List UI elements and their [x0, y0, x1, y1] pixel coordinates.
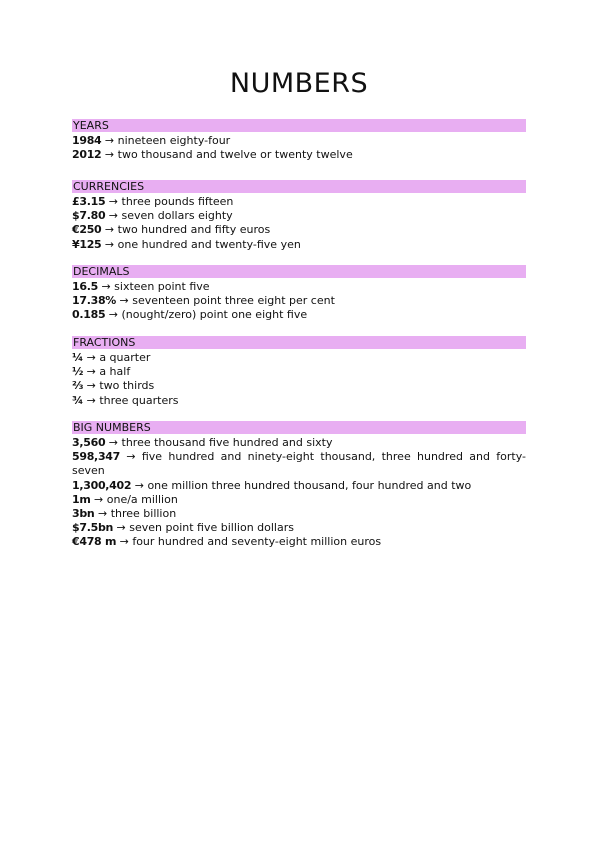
list-item — [72, 394, 526, 408]
arrow-icon: → — [126, 450, 136, 464]
item-reading: (nought/zero) point one eight five — [121, 308, 308, 322]
item-reading: sixteen point five — [114, 280, 210, 293]
section-heading: CURRENCIES — [72, 180, 526, 193]
item-reading: a half — [99, 365, 131, 379]
list-item — [72, 507, 526, 521]
item-reading: three pounds fifteen — [121, 195, 234, 208]
list-item — [72, 351, 526, 365]
item-reading: nineteen eighty-four — [117, 134, 231, 147]
item-reading: three quarters — [99, 393, 179, 407]
arrow-icon: → — [116, 521, 126, 535]
item-term: ⅔ — [72, 379, 84, 393]
item-reading: one/a million — [106, 492, 178, 506]
item-term: ¼ — [72, 351, 84, 364]
item-term: ¾ — [72, 393, 84, 407]
list-item — [72, 479, 526, 493]
item-term: 1984 — [72, 134, 102, 147]
item-reading: one hundred and twenty-five yen — [117, 237, 301, 251]
list-item — [72, 223, 526, 237]
item-reading: seven dollars eighty — [121, 209, 233, 223]
item-term: 0.185 — [72, 308, 106, 322]
list-item — [72, 209, 526, 223]
item-reading: three thousand five hundred and sixty — [121, 436, 333, 449]
list-item — [72, 493, 526, 507]
list-item — [72, 450, 526, 478]
list-item — [72, 521, 526, 535]
item-reading: a quarter — [99, 351, 151, 364]
item-term: 17.38% — [72, 294, 117, 308]
arrow-icon: → — [94, 492, 104, 506]
arrow-icon: → — [101, 280, 111, 293]
arrow-icon: → — [108, 308, 119, 322]
item-term: 1,300,402 — [72, 478, 132, 492]
arrow-icon: → — [104, 237, 115, 251]
item-term: €478 m — [72, 535, 117, 549]
item-reading: four hundred and seventy-eight million euros — [132, 535, 382, 549]
arrow-icon: → — [104, 134, 115, 147]
item-reading: two hundred and fifty euros — [117, 223, 271, 237]
item-reading: five hundred and ninety-eight thousand, three hundred and forty-seven — [72, 450, 526, 478]
arrow-icon: → — [108, 209, 119, 223]
list-item — [72, 365, 526, 379]
arrow-icon: → — [86, 379, 96, 393]
list-item — [72, 134, 526, 148]
list-item — [72, 535, 526, 549]
arrow-icon: → — [119, 535, 129, 549]
item-term: 1m — [72, 492, 91, 506]
item-reading: seven point five billion dollars — [129, 521, 294, 535]
item-term: €250 — [72, 223, 102, 237]
item-term: 16.5 — [72, 280, 98, 293]
item-term: $7.5bn — [72, 521, 114, 535]
item-reading: two thousand and twelve or twenty twelve — [117, 148, 353, 162]
item-reading: seventeen point three eight per cent — [132, 294, 335, 308]
section-heading: FRACTIONS — [72, 336, 526, 349]
list-item — [72, 308, 526, 322]
arrow-icon: → — [108, 195, 119, 208]
section-currencies — [72, 180, 526, 252]
item-term: 598,347 — [72, 450, 121, 464]
arrow-icon: → — [97, 507, 108, 521]
list-item — [72, 436, 526, 450]
arrow-icon: → — [119, 294, 129, 308]
section-heading: BIG NUMBERS — [72, 421, 526, 434]
arrow-icon: → — [104, 223, 115, 237]
item-reading: one million three hundred thousand, four hundred and two — [147, 478, 472, 492]
list-item — [72, 148, 526, 162]
list-item — [72, 379, 526, 393]
item-term: 2012 — [72, 148, 102, 162]
arrow-icon: → — [108, 436, 119, 449]
item-term: ½ — [72, 365, 84, 379]
item-term: 3bn — [72, 507, 95, 521]
item-reading: two thirds — [99, 379, 155, 393]
section-decimals — [72, 265, 526, 323]
section-heading: DECIMALS — [72, 265, 526, 278]
section-big-numbers — [72, 421, 526, 550]
item-term: £3.15 — [72, 195, 106, 208]
item-reading: three billion — [110, 507, 177, 521]
page-title: NUMBERS — [229, 68, 369, 99]
arrow-icon: → — [86, 351, 96, 364]
arrow-icon: → — [86, 365, 96, 379]
list-item — [72, 280, 526, 294]
item-term: ¥125 — [72, 237, 102, 251]
list-item — [72, 238, 526, 252]
item-term: $7.80 — [72, 209, 106, 223]
section-fractions — [72, 336, 526, 408]
section-years — [72, 119, 526, 162]
arrow-icon: → — [134, 478, 144, 492]
list-item — [72, 294, 526, 308]
arrow-icon: → — [86, 393, 96, 407]
section-heading: YEARS — [72, 119, 526, 132]
item-term: 3,560 — [72, 436, 106, 449]
list-item — [72, 195, 526, 209]
arrow-icon: → — [104, 148, 115, 162]
